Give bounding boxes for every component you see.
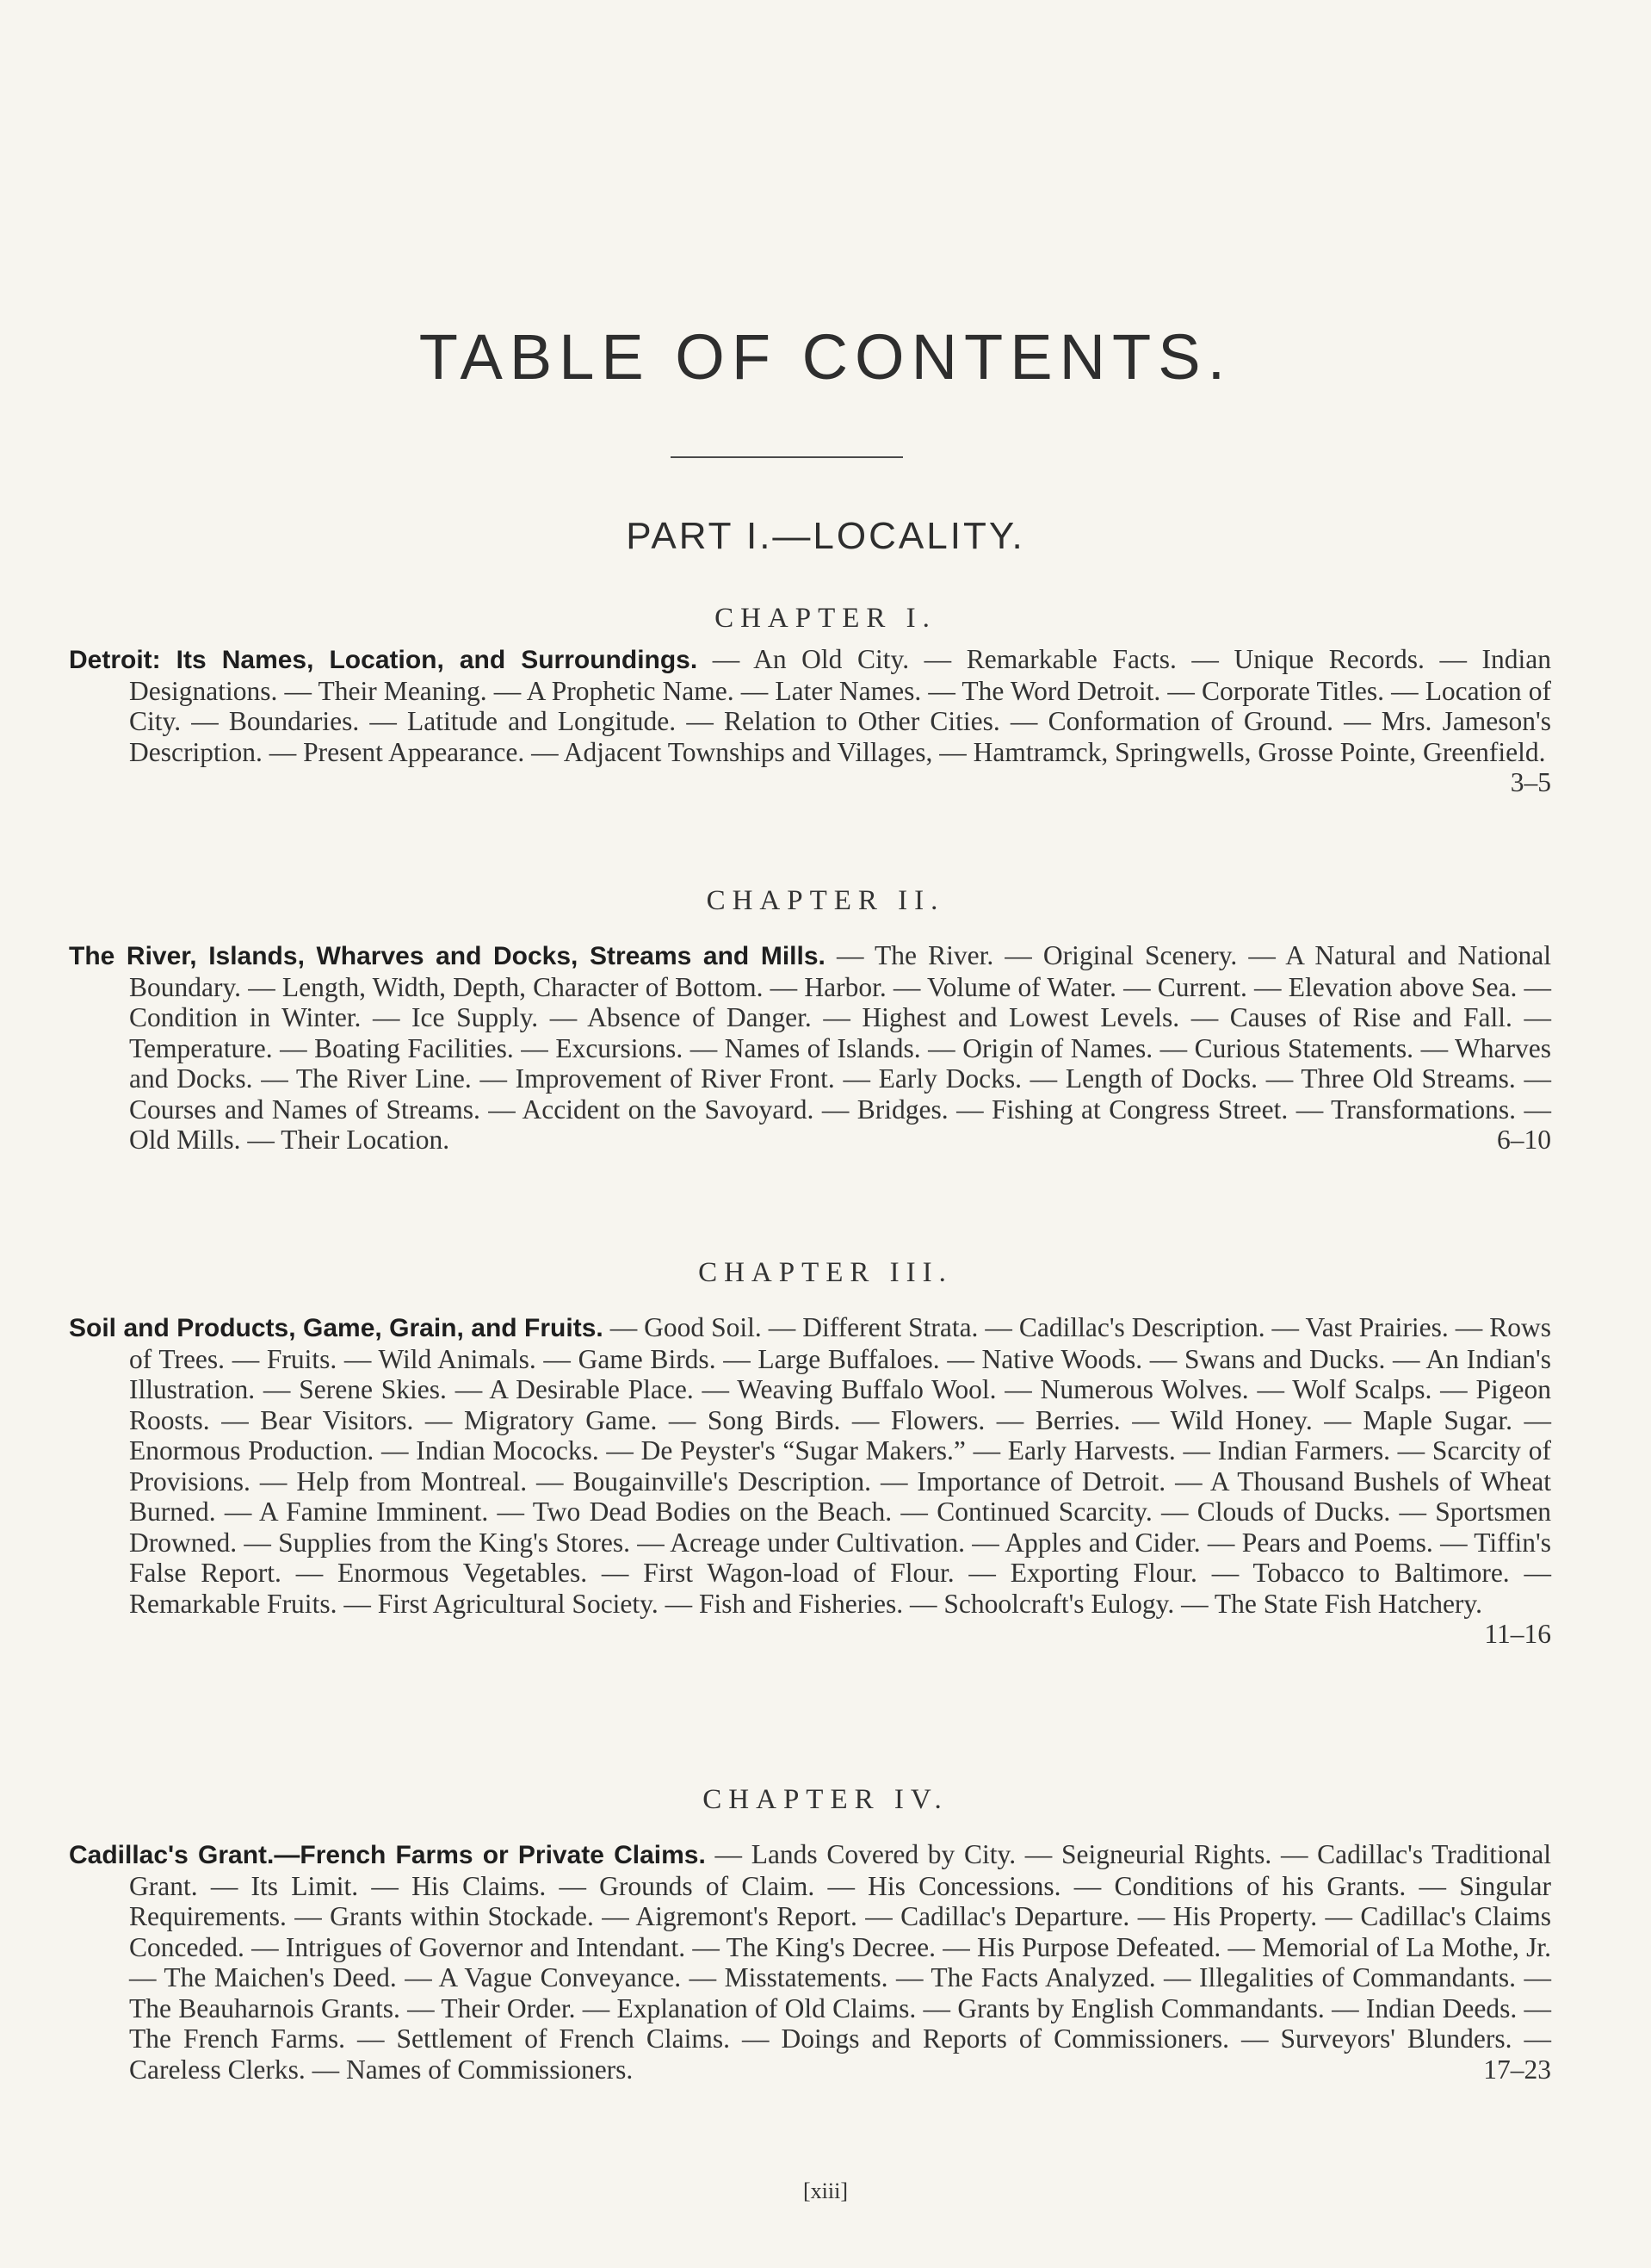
chapter-1-pages: 3–5 bbox=[1510, 767, 1551, 797]
chapter-2-entry bbox=[69, 940, 1551, 1156]
chapter-2-pages: 6–10 bbox=[1497, 1125, 1551, 1155]
chapter-3-entry bbox=[69, 1312, 1551, 1650]
chapter-3-summary: — Good Soil. — Different Strata. — Cadillac's Description. — Vast Prairies. — Rows of Trees. — Fruits. — Wild Animals. — Game Birds. — Large Buffaloes. — Native Woods. — Swans and Ducks. — An Indian's Illustration. — Serene Skies. — A Desirable Place. — Weaving Buffalo Wool. — Numerous Wolves. — Wolf Scalps. — Pigeon Roosts. — Bear Visitors. — Migratory Game. — Song Birds. — Flowers. — Berries. — Wild Honey. — Maple Sugar. — Enormous Production. — Indian Mococks. — De Peyster's “Sugar Makers.” — Early Harvests. — Indian Farmers. — Scarcity of Provisions. — Help from Montreal. — Bougainville's Description. — Importance of Detroit. — A Thousand Bushels of Wheat Burned. — A Famine Imminent. — Two Dead Bodies on the Beach. — Continued Scarcity. — Clouds of Ducks. — Sportsmen Drowned. — Supplies from the King's Stores. — Acreage under Cultivation. — Apples and Cider. — Pears and Poems. — Tiffin's False Report. — Enormous Vegetables. — First Wagon-load of Flour. — Exporting Flour. — Tobacco to Baltimore. — Remarkable Fruits. — First Agricultural Society. — Fish and Fisheries. — Schoolcraft's Eulogy. — The State Fish Hatchery. bbox=[129, 1312, 1551, 1619]
chapter-1-title: Detroit: Its Names, Location, and Surroundings. bbox=[69, 646, 698, 674]
chapter-3-title: Soil and Products, Game, Grain, and Fruits. bbox=[69, 1314, 603, 1342]
part-heading: PART I.—LOCALITY. bbox=[626, 515, 1025, 557]
chapter-1-summary: — An Old City. — Remarkable Facts. — Unique Records. — Indian Designations. — Their Meaning. — A Prophetic Name. — Later Names. — The Word Detroit. — Corporate Titles. — Location of City. — Boundaries. — Latitude and Longitude. — Relation to Other Cities. — Conformation of Ground. — Mrs. Jameson's Description. — Present Appearance. — Adjacent Townships and Villages, — Hamtramck, Springwells, Grosse Pointe, Greenfield. bbox=[129, 644, 1551, 767]
chapter-4-pages: 17–23 bbox=[1483, 2054, 1551, 2085]
chapter-2-summary: — The River. — Original Scenery. — A Natural and National Boundary. — Length, Width, Depth, Character of Bottom. — Harbor. — Volume of Water. — Current. — Elevation above Sea. — Condition in Winter. — Ice Supply. — Absence of Danger. — Highest and Lowest Levels. — Causes of Rise and Fall. — Temperature. — Boating Facilities. — Excursions. — Names of Islands. — Origin of Names. — Curious Statements. — Wharves and Docks. — The River Line. — Improvement of River Front. — Early Docks. — Length of Docks. — Three Old Streams. — Courses and Names of Streams. — Accident on the Savoyard. — Bridges. — Fishing at Congress Street. — Transformations. — Old Mills. — Their Location. bbox=[129, 940, 1551, 1155]
chapter-4-entry bbox=[69, 1839, 1551, 2085]
chapter-2-title: The River, Islands, Wharves and Docks, Streams and Mills. bbox=[69, 942, 826, 970]
chapter-2-heading: CHAPTER II. bbox=[706, 885, 945, 916]
chapter-1-heading: CHAPTER I. bbox=[714, 603, 937, 634]
chapter-4-title: Cadillac's Grant.—French Farms or Private Claims. bbox=[69, 1841, 706, 1869]
chapter-4-heading: CHAPTER IV. bbox=[702, 1784, 949, 1815]
page-title: TABLE OF CONTENTS. bbox=[418, 321, 1233, 393]
title-rule bbox=[671, 456, 903, 458]
chapter-3-heading: CHAPTER III. bbox=[698, 1257, 953, 1288]
chapter-1-entry bbox=[69, 644, 1551, 798]
chapter-3-pages: 11–16 bbox=[1484, 1619, 1551, 1649]
page-number: [xiii] bbox=[803, 2178, 848, 2203]
chapter-4-summary: — Lands Covered by City. — Seigneurial Rights. — Cadillac's Traditional Grant. — Its Limit. — His Claims. — Grounds of Claim. — His Concessions. — Conditions of his Grants. — Singular Requirements. — Grants within Stockade. — Aigremont's Report. — Cadillac's Departure. — His Property. — Cadillac's Claims Conceded. — Intrigues of Governor and Intendant. — The King's Decree. — His Purpose Defeated. — Memorial of La Mothe, Jr. — The Maichen's Deed. — A Vague Conveyance. — Misstatements. — The Facts Analyzed. — Illegalities of Commandants. — The Beauharnois Grants. — Their Order. — Explanation of Old Claims. — Grants by English Commandants. — Indian Deeds. — The French Farms. — Settlement of French Claims. — Doings and Reports of Commissioners. — Surveyors' Blunders. — Careless Clerks. — Names of Commissioners. bbox=[129, 1839, 1552, 2085]
